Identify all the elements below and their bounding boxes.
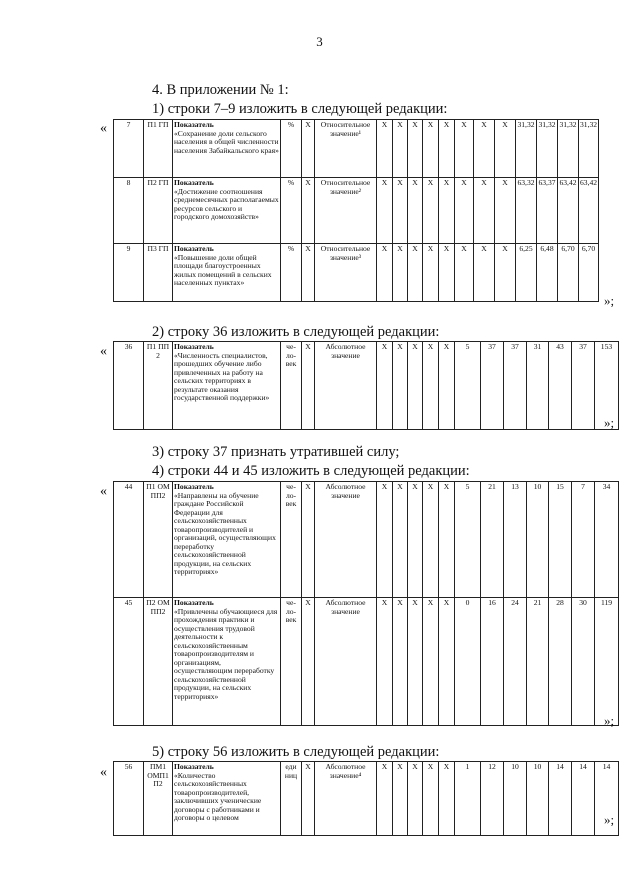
heading-rows-7-9: 1) строки 7–9 изложить в следующей редакции:	[152, 101, 448, 117]
row-number-cell: 7	[114, 120, 144, 178]
mark-cell: Х	[393, 244, 408, 302]
indicator-label: Показатель	[174, 178, 214, 187]
heading-row-36: 2) строку 36 изложить в следующей редакции:	[152, 324, 440, 340]
mark-cell: Х	[423, 342, 439, 430]
table-row	[114, 482, 619, 598]
indicator-code-cell: ПМ1 ОМП1 П2	[144, 762, 173, 836]
value-cell: 43	[549, 342, 572, 430]
value-type-cell: Относительное значение³	[315, 244, 377, 302]
heading-rows-44-45: 4) строки 44 и 45 изложить в следующей редакции:	[152, 463, 470, 479]
row-number-cell: 44	[114, 482, 144, 598]
close-quote-1: »;	[604, 293, 615, 308]
mark-cell: Х	[393, 120, 408, 178]
mark-cell: Х	[423, 482, 439, 598]
unit-cell: че-ло-век	[281, 482, 302, 598]
value-cell: 16	[481, 598, 504, 726]
mark-cell: Х	[439, 342, 455, 430]
value-cell: 153	[595, 342, 619, 430]
row-number-cell: 8	[114, 178, 144, 244]
mark-cell: Х	[393, 178, 408, 244]
mark-cell: Х	[408, 342, 423, 430]
value-cell: 13	[504, 482, 527, 598]
mark-cell: Х	[393, 762, 408, 836]
value-cell: 31,32	[579, 120, 599, 178]
value-type-cell: Абсолютное значение	[315, 598, 377, 726]
mark-cell: Х	[474, 178, 495, 244]
unit-cell: че-ло-век	[281, 342, 302, 430]
indicator-description-cell	[173, 342, 281, 430]
open-quote-4: «	[100, 765, 107, 780]
indicator-text: «Повышение доли общей площади благоустроенных жилых помещений в сельских населенных пунктах»	[174, 252, 272, 287]
value-cell: 37	[481, 342, 504, 430]
indicator-description-cell	[173, 120, 281, 178]
row-number-cell: 36	[114, 342, 144, 430]
mark-cell: Х	[408, 762, 423, 836]
close-quote-2: »;	[604, 415, 615, 430]
value-cell: 10	[527, 482, 549, 598]
row-number-cell: 56	[114, 762, 144, 836]
value-cell: 21	[527, 598, 549, 726]
indicator-code-cell: П1 ПП 2	[144, 342, 173, 430]
mark-cell: Х	[423, 244, 439, 302]
row-number-cell: 45	[114, 598, 144, 726]
mark-cell: Х	[377, 762, 393, 836]
value-cell: 30	[572, 598, 595, 726]
mark-cell: Х	[439, 244, 455, 302]
value-type-cell: Относительное значение¹	[315, 120, 377, 178]
table-rows-7-9	[113, 119, 599, 302]
indicator-text: «Достижение соотношения среднемесячных располагаемых ресурсов сельского и городского домохозяйств»	[174, 186, 279, 221]
value-cell: 6,70	[558, 244, 579, 302]
mark-cell: Х	[423, 120, 439, 178]
value-cell: 28	[549, 598, 572, 726]
indicator-text: «Направлены на обучение граждане Российской Федерации для сельскохозяйственных товаропроизводителей и организаций, осуществляющих переработку сельскохозяйственной продукции, на сельских территориях»	[174, 490, 276, 576]
mark-cell: Х	[455, 120, 474, 178]
table-row	[114, 762, 619, 836]
table-row	[114, 342, 619, 430]
mark-cell: Х	[423, 762, 439, 836]
indicator-code-cell: П3 ГП	[144, 244, 173, 302]
value-cell: 31,32	[537, 120, 558, 178]
mark-cell: Х	[408, 120, 423, 178]
indicator-label: Показатель	[174, 244, 214, 253]
open-quote-2: «	[100, 344, 107, 359]
value-cell: 63,42	[579, 178, 599, 244]
mark-cell: Х	[495, 178, 516, 244]
open-quote-3: «	[100, 484, 107, 499]
table-row	[114, 120, 599, 178]
indicator-label: Показатель	[174, 598, 214, 607]
indicator-description-cell	[173, 482, 281, 598]
mark-cell: Х	[439, 762, 455, 836]
indicator-label: Показатель	[174, 120, 214, 129]
mark-cell: Х	[423, 178, 439, 244]
value-cell: 34	[595, 482, 619, 598]
indicator-description-cell	[173, 762, 281, 836]
indicator-text: «Количество сельскохозяйственных товаропроизводителей, заключивших ученические договоры с работниками и договоры о целевом	[174, 770, 262, 822]
table-row-56	[113, 761, 619, 836]
table-row	[114, 244, 599, 302]
page-number: 3	[316, 34, 323, 49]
value-cell: 37	[572, 342, 595, 430]
indicator-code-cell: П2 ОМ ПП2	[144, 598, 173, 726]
indicator-description-cell	[173, 244, 281, 302]
mark-cell: Х	[377, 244, 393, 302]
indicator-code-cell: П2 ГП	[144, 178, 173, 244]
value-cell: 6,70	[579, 244, 599, 302]
mark-cell: Х	[495, 244, 516, 302]
unit-cell: че-ло-век	[281, 598, 302, 726]
mark-cell: Х	[455, 244, 474, 302]
mark-cell: Х	[408, 178, 423, 244]
value-cell: 31,32	[558, 120, 579, 178]
x-cell: Х	[302, 342, 315, 430]
mark-cell: Х	[393, 342, 408, 430]
value-cell: 119	[595, 598, 619, 726]
row-number-cell: 9	[114, 244, 144, 302]
value-cell: 14	[572, 762, 595, 836]
indicator-text: «Сохранение доли сельского населения в общей численности населения Забайкальского края»	[174, 128, 279, 155]
mark-cell: Х	[439, 120, 455, 178]
mark-cell: Х	[408, 598, 423, 726]
unit-cell: %	[281, 244, 302, 302]
value-cell: 10	[527, 762, 549, 836]
value-cell: 0	[455, 598, 481, 726]
value-cell: 21	[481, 482, 504, 598]
unit-cell: еди ниц	[281, 762, 302, 836]
value-cell: 24	[504, 598, 527, 726]
table-row-36	[113, 341, 619, 430]
value-type-cell: Абсолютное значение⁴	[315, 762, 377, 836]
mark-cell: Х	[408, 482, 423, 598]
indicator-label: Показатель	[174, 762, 214, 771]
value-cell: 31	[527, 342, 549, 430]
open-quote-1: «	[100, 121, 107, 136]
mark-cell: Х	[377, 598, 393, 726]
indicator-description-cell	[173, 598, 281, 726]
close-quote-3: »;	[604, 713, 615, 728]
mark-cell: Х	[408, 244, 423, 302]
mark-cell: Х	[393, 482, 408, 598]
mark-cell: Х	[474, 244, 495, 302]
value-cell: 14	[549, 762, 572, 836]
heading-row-37: 3) строку 37 признать утратившей силу;	[152, 444, 400, 460]
unit-cell: %	[281, 120, 302, 178]
value-cell: 31,32	[516, 120, 537, 178]
x-cell: Х	[302, 120, 315, 178]
table-row	[114, 598, 619, 726]
x-cell: Х	[302, 244, 315, 302]
value-cell: 12	[481, 762, 504, 836]
mark-cell: Х	[393, 598, 408, 726]
value-type-cell: Относительное значение²	[315, 178, 377, 244]
x-cell: Х	[302, 482, 315, 598]
mark-cell: Х	[439, 482, 455, 598]
x-cell: Х	[302, 178, 315, 244]
table-row	[114, 178, 599, 244]
value-cell: 14	[595, 762, 619, 836]
value-cell: 6,25	[516, 244, 537, 302]
value-cell: 63,37	[537, 178, 558, 244]
value-cell: 7	[572, 482, 595, 598]
mark-cell: Х	[377, 482, 393, 598]
indicator-description-cell	[173, 178, 281, 244]
value-cell: 15	[549, 482, 572, 598]
value-cell: 5	[455, 342, 481, 430]
value-cell: 63,42	[558, 178, 579, 244]
value-cell: 10	[504, 762, 527, 836]
mark-cell: Х	[495, 120, 516, 178]
value-type-cell: Абсолютное значение	[315, 342, 377, 430]
indicator-code-cell: П1 ГП	[144, 120, 173, 178]
value-cell: 1	[455, 762, 481, 836]
value-cell: 63,32	[516, 178, 537, 244]
value-cell: 6,48	[537, 244, 558, 302]
indicator-label: Показатель	[174, 342, 214, 351]
close-quote-4: »;	[604, 812, 615, 827]
indicator-label: Показатель	[174, 482, 214, 491]
indicator-code-cell: П1 ОМ ПП2	[144, 482, 173, 598]
x-cell: Х	[302, 762, 315, 836]
table-rows-44-45	[113, 481, 619, 726]
mark-cell: Х	[377, 178, 393, 244]
indicator-text: «Привлечены обучающиеся для прохождения практики и осуществления трудовой деятельности к сельскохозяйственным товаропроизводителям и организациям, осуществляющим переработку сельскохозяйственной продукции, на сельских территориях»	[174, 606, 278, 701]
mark-cell: Х	[455, 178, 474, 244]
value-type-cell: Абсолютное значение	[315, 482, 377, 598]
indicator-text: «Численность специалистов, прошедших обучение либо привлеченных на работу на сельских территориях в результате оказания государственной поддержки»	[174, 350, 270, 402]
mark-cell: Х	[474, 120, 495, 178]
heading-row-56: 5) строку 56 изложить в следующей редакции:	[152, 744, 440, 760]
unit-cell: %	[281, 178, 302, 244]
value-cell: 37	[504, 342, 527, 430]
heading-appendix: 4. В приложении № 1:	[152, 82, 289, 98]
mark-cell: Х	[439, 598, 455, 726]
mark-cell: Х	[377, 120, 393, 178]
mark-cell: Х	[439, 178, 455, 244]
mark-cell: Х	[423, 598, 439, 726]
value-cell: 5	[455, 482, 481, 598]
x-cell: Х	[302, 598, 315, 726]
mark-cell: Х	[377, 342, 393, 430]
